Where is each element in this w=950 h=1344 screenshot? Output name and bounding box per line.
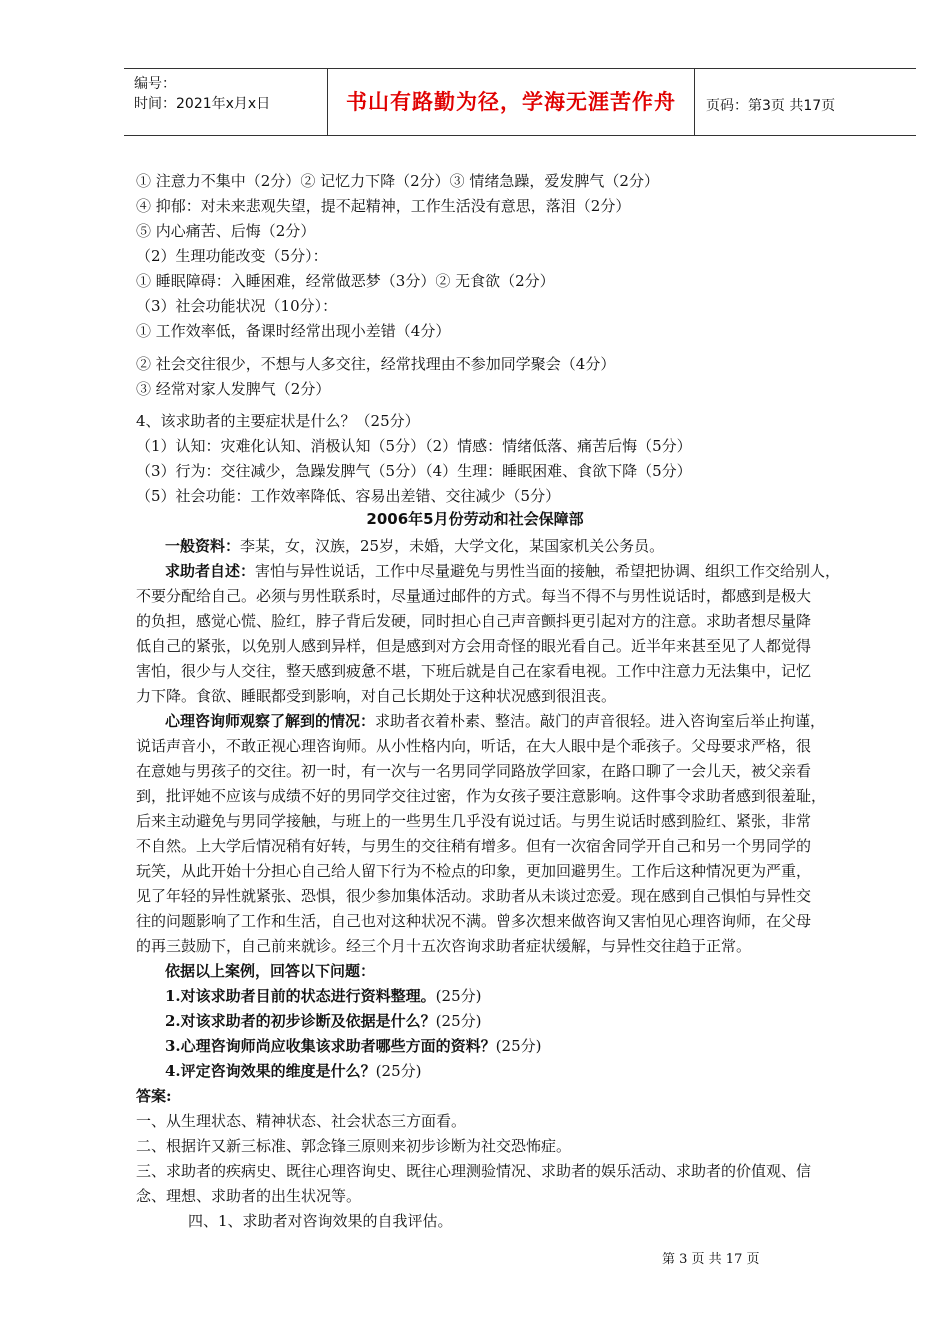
document-number: 编号：: [134, 76, 176, 92]
observation-line: 在意她与男孩子的交往。初一时，有一次与一名男同学同路放学回家，在路口聊了一会儿天，被父亲看: [136, 762, 812, 780]
observation-line: 说话声音小，不敢正视心理咨询师。从小性格内向，听话，在大人眼中是个乖孩子。父母要求严格，很: [136, 737, 812, 755]
question-item: [165, 986, 481, 1006]
self-statement-line: 的负担，感觉心慌、脸红，脖子背后发硬，同时担心自己声音颤抖更引起对方的注意。求助者想尽量降: [136, 612, 812, 630]
question-score: (25分): [435, 1012, 482, 1030]
self-statement-line: 力下降。食欲、睡眠都受到影响，对自己长期处于这种状况感到很沮丧。: [136, 687, 617, 705]
answer-line: 三、求助者的疾病史、既往心理咨询史、既往心理测验情况、求助者的娱乐活动、求助者的价值观、信: [136, 1162, 812, 1180]
observation-first: [165, 711, 825, 731]
case-title: 2006年5月份劳动和社会保障部: [366, 510, 584, 528]
document-time: 时间：2021年x月x日: [134, 96, 271, 112]
question-score: (25分): [435, 987, 482, 1005]
symptom-line: ① 注意力不集中（2分）② 记忆力下降（2分）③ 情绪急躁，爱发脾气（2分）: [136, 172, 659, 190]
observation-line: 后来主动避免与男同学接触，与班上的一些男生几乎没有说过话。与男生说话时感到脸红、紧张，非常: [136, 812, 812, 830]
header-meta-cell: [124, 69, 328, 135]
q4-answer-line: （1）认知：灾难化认知、消极认知（5分）（2）情感：情绪低落、痛苦后悔（5分）: [136, 437, 692, 455]
general-label: 一般资料：: [165, 537, 241, 555]
question-text: 1.对该求助者目前的状态进行资料整理。: [165, 987, 436, 1005]
answers-label: 答案:: [136, 1087, 172, 1105]
answer-line: 一、从生理状态、精神状态、社会状态三方面看。: [136, 1112, 467, 1130]
header-motto: 书山有路勤为径，学海无涯苦作舟: [328, 69, 695, 135]
self-text: 害怕与异性说话，工作中尽量避免与男性当面的接触，希望把协调、组织工作交给别人，: [255, 562, 841, 580]
general-info: [165, 536, 664, 556]
question-score: (25分): [375, 1062, 422, 1080]
observation-line: 往的问题影响了工作和生活，自己也对这种状况不满。曾多次想来做咨询又害怕见心理咨询师，在父母: [136, 912, 812, 930]
question-text: 4.评定咨询效果的维度是什么？: [165, 1062, 376, 1080]
general-text: 李某，女，汉族，25岁，未婚，大学文化，某国家机关公务员。: [240, 537, 665, 555]
answer-line: 念、理想、求助者的出生状况等。: [136, 1187, 362, 1205]
page-footer: 第 3 页 共 17 页: [662, 1252, 760, 1267]
answer-line: 四、1、求助者对咨询效果的自我评估。: [188, 1212, 453, 1230]
observation-line: 见了年轻的异性就紧张、恐惧，很少参加集体活动。求助者从未谈过恋爱。现在感到自己惧怕与异性交: [136, 887, 812, 905]
symptom-line: ③ 经常对家人发脾气（2分）: [136, 380, 331, 398]
questions-intro: 依据以上案例，回答以下问题：: [165, 962, 376, 980]
question-item: [165, 1036, 541, 1056]
self-label: 求助者自述：: [165, 562, 256, 580]
symptom-line: ⑤ 内心痛苦、后悔（2分）: [136, 222, 316, 240]
q4-answer-line: （5）社会功能：工作效率降低、容易出差错、交往减少（5分）: [136, 487, 561, 505]
question-item: [165, 1011, 481, 1031]
self-statement-line: 低自己的紧张，以免别人感到异样，但是感到对方会用奇怪的眼光看自己。近半年来甚至见了人都觉得: [136, 637, 812, 655]
observation-line: 的再三鼓励下，自己前来就诊。经三个月十五次咨询求助者症状缓解，与异性交往趋于正常。: [136, 937, 752, 955]
page-header: [124, 68, 916, 136]
observation-line: 不自然。上大学后情况稍有好转，与男生的交往稍有增多。但有一次宿舍同学开自己和另一个男同学的: [136, 837, 812, 855]
q4-answer-line: （3）行为：交往减少，急躁发脾气（5分）（4）生理：睡眠困难、食欲下降（5分）: [136, 462, 692, 480]
question-text: 2.对该求助者的初步诊断及依据是什么？: [165, 1012, 436, 1030]
symptom-line: ① 睡眠障碍：入睡困难，经常做恶梦（3分）② 无食欲（2分）: [136, 272, 555, 290]
answer-line: 二、根据许又新三标准、郭念锋三原则来初步诊断为社交恐怖症。: [136, 1137, 572, 1155]
self-statement-line: 害怕，很少与人交往，整天感到疲惫不堪，下班后就是自己在家看电视。工作中注意力无法集中，记忆: [136, 662, 812, 680]
symptom-heading: （3）社会功能状况（10分）：: [136, 297, 338, 315]
symptom-line: ② 社会交往很少，不想与人多交往，经常找理由不参加同学聚会（4分）: [136, 355, 616, 373]
observation-line: 玩笑，从此开始十分担心自己给人留下行为不检点的印象，更加回避男生。工作后这种情况更为严重，: [136, 862, 812, 880]
observation-label: 心理咨询师观察了解到的情况：: [165, 712, 376, 730]
observation-text: 求助者衣着朴素、整洁。敲门的声音很轻。进入咨询室后举止拘谨，: [375, 712, 826, 730]
question-4-title: 4、该求助者的主要症状是什么？（25分）: [136, 412, 420, 430]
self-statement-first: [165, 561, 840, 581]
symptom-line: ① 工作效率低，备课时经常出现小差错（4分）: [136, 322, 451, 340]
header-page-info: 页码：第3页 共17页: [706, 98, 836, 114]
question-item: [165, 1061, 421, 1081]
observation-line: 到，批评她不应该与成绩不好的男同学交往过密，作为女孩子要注意影响。这件事令求助者感到很羞耻，: [136, 787, 827, 805]
self-statement-line: 不要分配给自己。必须与男性联系时，尽量通过邮件的方式。每当不得不与男性说话时，都感到是极大: [136, 587, 812, 605]
question-text: 3.心理咨询师尚应收集该求助者哪些方面的资料？: [165, 1037, 496, 1055]
symptom-heading: （2）生理功能改变（5分）：: [136, 247, 328, 265]
symptom-line: ④ 抑郁：对未来悲观失望，提不起精神，工作生活没有意思，落泪（2分）: [136, 197, 631, 215]
question-score: (25分): [495, 1037, 542, 1055]
